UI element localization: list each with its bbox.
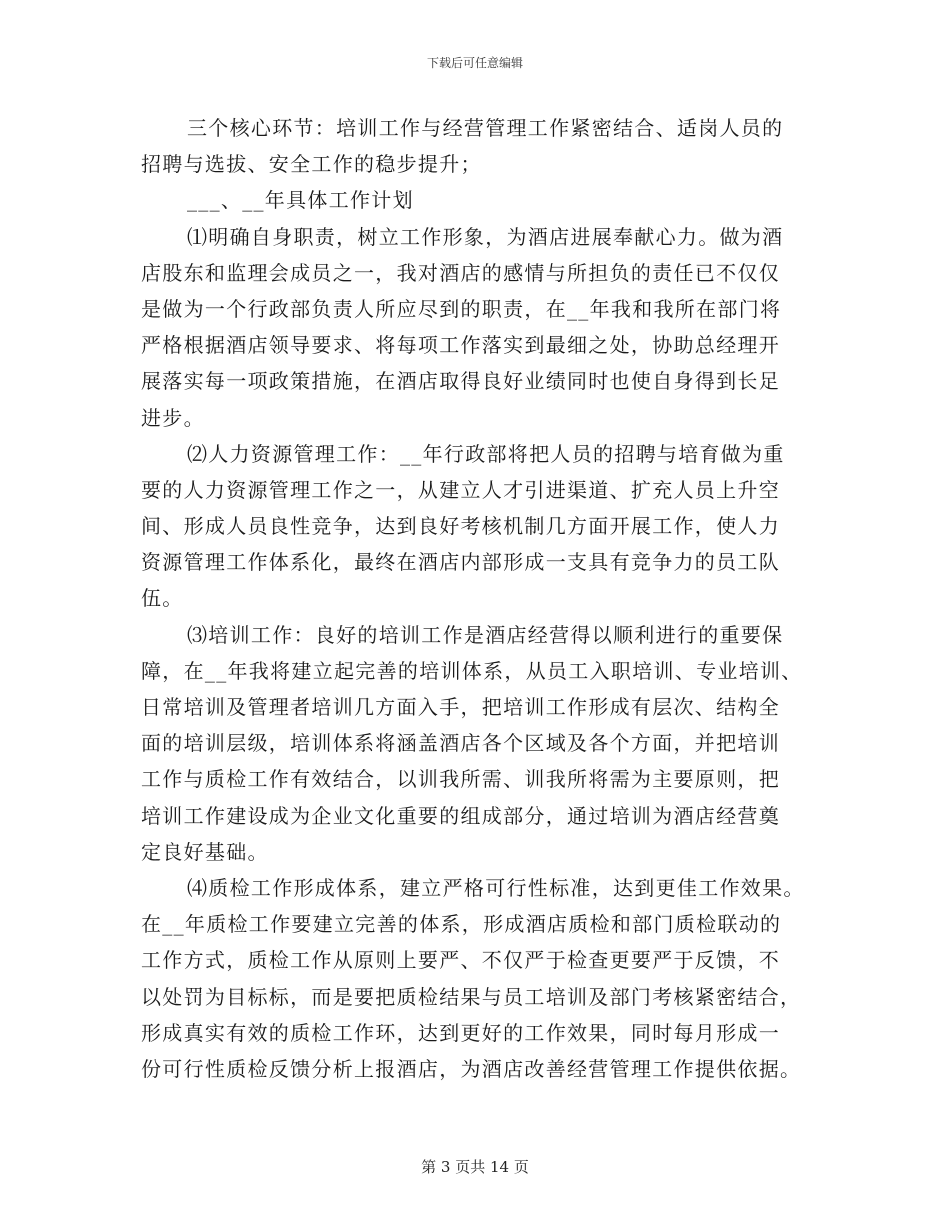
text-line: 障，在__年我将建立起完善的培训体系，从员工入职培训、专业培训、: [141, 658, 803, 683]
text-line: 面的培训层级，培训体系将涵盖酒店各个区域及各个方面，并把培训: [141, 731, 780, 756]
page-header: 下载后可任意编辑: [426, 56, 523, 70]
text-line: 展落实每一项政策措施，在酒店取得良好业绩同时也使自身得到长足: [141, 369, 780, 394]
text-line: 间、形成人员良性竞争，达到良好考核机制几方面开展工作，使人力: [141, 514, 780, 539]
text-line: 定良好基础。: [141, 839, 269, 864]
text-line: 资源管理工作体系化，最终在酒店内部形成一支具有竞争力的员工队: [141, 550, 780, 575]
text-line: 要的人力资源管理工作之一，从建立人才引进渠道、扩充人员上升空: [141, 477, 780, 502]
text-line: 培训工作建设成为企业文化重要的组成部分，通过培训为酒店经营奠: [141, 803, 780, 828]
text-line: 进步。: [141, 405, 205, 430]
text-line: 店股东和监理会成员之一，我对酒店的感情与所担负的责任已不仅仅: [141, 260, 780, 285]
text-line: 在__年质检工作要建立完善的体系，形成酒店质检和部门质检联动的: [141, 912, 782, 937]
text-line: 伍。: [141, 586, 184, 611]
text-line: 份可行性质检反馈分析上报酒店，为酒店改善经营管理工作提供依据。: [141, 1056, 802, 1081]
text-line: ⑷质检工作形成体系，建立严格可行性标准，达到更佳工作效果。: [187, 875, 805, 900]
text-line: 严格根据酒店领导要求、将每项工作落实到最细之处，协助总经理开: [141, 333, 780, 358]
text-line: 工作方式，质检工作从原则上要严、不仅严于检查更要严于反馈，不: [141, 948, 780, 973]
text-line: 工作与质检工作有效结合，以训我所需、训我所将需为主要原则，把: [141, 767, 780, 792]
text-line: ⑶培训工作：良好的培训工作是酒店经营得以顺利进行的重要保: [187, 622, 784, 647]
text-line: 形成真实有效的质检工作环，达到更好的工作效果，同时每月形成一: [141, 1020, 780, 1045]
text-line: 日常培训及管理者培训几方面入手，把培训工作形成有层次、结构全: [141, 695, 780, 719]
text-line: ⑴明确自身职责，树立工作形象，为酒店进展奉献心力。做为酒: [187, 224, 784, 249]
text-line: 以处罚为目标标，而是要把质检结果与员工培训及部门考核紧密结合，: [141, 984, 802, 1009]
text-line: 招聘与选拔、安全工作的稳步提升；: [141, 152, 482, 177]
text-line: 是做为一个行政部负责人所应尽到的职责，在__年我和我所在部门将: [141, 296, 782, 321]
text-line: ___、__年具体工作计划: [187, 188, 414, 213]
document-body: [141, 110, 813, 1087]
page-footer: 第 3 页共 14 页: [421, 1158, 529, 1176]
text-line: 三个核心环节：培训工作与经营管理工作紧密结合、适岗人员的: [187, 116, 784, 140]
text-line: ⑵人力资源管理工作：__年行政部将把人员的招聘与培育做为重: [187, 441, 785, 466]
